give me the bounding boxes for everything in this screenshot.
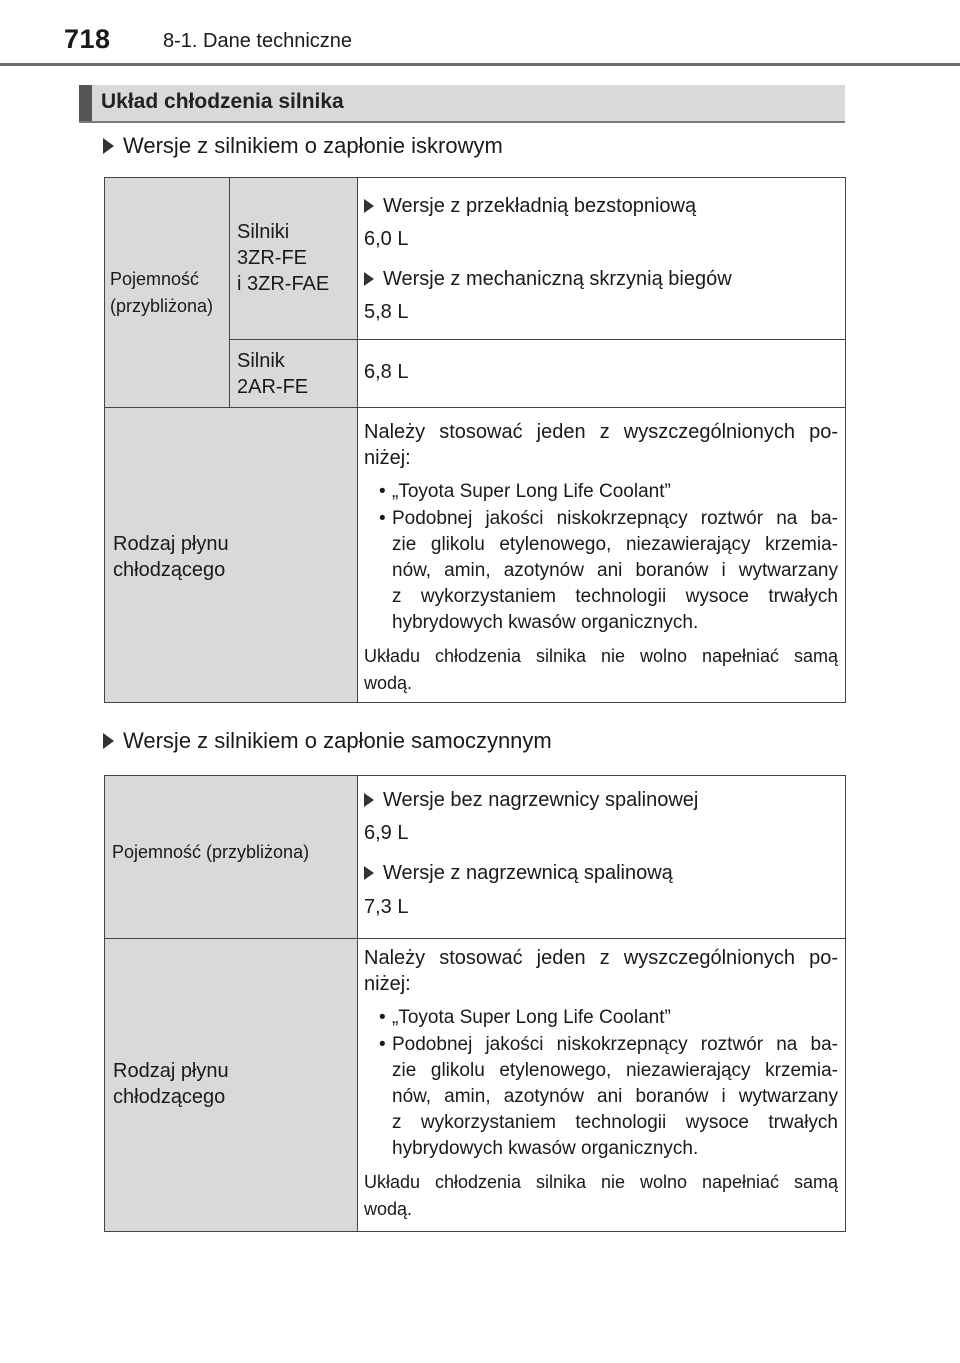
petrol-capacity-label-line1: Pojemność [110,269,200,289]
petrol-row-divider-2 [104,407,846,408]
mt-label [364,267,732,292]
bullet-icon: • [379,508,386,529]
diesel-heading-text: Wersje z silnikiem o zapłonie samoczynnym [123,728,552,753]
petrol-capacity-label [110,266,228,320]
engine2-line1: Silnik [237,350,285,372]
diesel-bullet2-line2: zie glikolu etylenowego, niezawierający krzemia- [392,1060,838,1081]
petrol-engine1-label [237,219,329,297]
coolant-label-line2: chłodzącego [113,559,226,581]
diesel-bullet2-line3: nów, amin, azotynów ani boranów i wytwarzany [392,1086,838,1107]
section-title-accent [79,85,92,121]
page-header [0,0,960,66]
diesel-bullet2-line4: z wykorzystaniem technologii wysoce trwałych [392,1112,838,1133]
diesel-coolant-label [113,1058,229,1110]
petrol-bullet2-line2: zie glikolu etylenowego, niezawierający krzemia- [392,534,838,555]
diesel-coolant-intro-1: Należy stosować jeden z wyszczególnionych po- [364,947,838,969]
petrol-warning-line1: Układu chłodzenia silnika nie wolno napełniać samą [364,646,838,666]
petrol-engine2-label [237,348,308,400]
engine2-line2: 2AR-FE [237,376,309,398]
triangle-bullet-icon [364,793,374,807]
diesel-warning-line1: Układu chłodzenia silnika nie wolno napełniać samą [364,1172,838,1192]
diesel-bullet2-line5: hybrydowych kwasów organicznych. [392,1138,699,1159]
diesel-bullet2-line1: Podobnej jakości niskokrzepnący roztwór na ba- [392,1034,838,1055]
petrol-capacity-label-line2: (przybliżona) [110,296,214,316]
diesel-row-divider [104,938,846,939]
triangle-bullet-icon [364,866,374,880]
cvt-label-text: Wersje z przekładnią bezstopniową [383,195,697,217]
coolant-label-line1: Rodzaj płynu [113,1060,229,1082]
diesel-heading [103,728,552,754]
diesel-col-divider [357,775,358,1232]
petrol-bullet2-line5: hybrydowych kwasów organicznych. [392,612,699,633]
petrol-coolant-label [113,531,229,583]
petrol-bullet2-line4: z wykorzystaniem technologii wysoce trwałych [392,586,838,607]
mt-value: 5,8 L [364,301,409,323]
petrol-row-divider-1 [229,339,846,340]
diesel-coolant-intro-2: niżej: [364,973,411,995]
triangle-bullet-icon [364,199,374,213]
coolant-label-line2: chłodzącego [113,1086,226,1108]
no-heater-label [364,788,698,813]
petrol-heading [103,133,503,159]
header-divider [0,63,960,66]
diesel-warning-line2: wodą. [364,1199,413,1219]
no-heater-label-text: Wersje bez nagrzewnicy spalinowej [383,789,699,811]
mt-label-text: Wersje z mechaniczną skrzynią biegów [383,268,732,290]
no-heater-value: 6,9 L [364,822,409,844]
engine1-line3: i 3ZR-FAE [237,273,330,295]
cvt-label [364,194,696,219]
triangle-bullet-icon [103,138,114,154]
engine2-value: 6,8 L [364,361,409,383]
petrol-col-divider-1 [229,177,230,408]
cvt-value: 6,0 L [364,228,409,250]
petrol-coolant-intro-1: Należy stosować jeden z wyszczególnionych po- [364,421,838,443]
diesel-bullet1: „Toyota Super Long Life Coolant” [392,1007,671,1028]
engine1-line1: Silniki [237,221,290,243]
triangle-bullet-icon [364,272,374,286]
heater-label-text: Wersje z nagrzewnicą spalinową [383,862,673,884]
bullet-icon: • [379,481,386,502]
petrol-coolant-intro-2: niżej: [364,447,411,469]
diesel-capacity-label: Pojemność (przybliżona) [112,842,310,862]
bullet-icon: • [379,1007,386,1028]
section-breadcrumb: 8-1. Dane techniczne [163,30,353,52]
petrol-heading-text: Wersje z silnikiem o zapłonie iskrowym [123,133,503,158]
section-title: Układ chłodzenia silnika [101,90,344,113]
petrol-bullet1: „Toyota Super Long Life Coolant” [392,481,671,502]
petrol-col-divider-2 [357,177,358,703]
coolant-label-line1: Rodzaj płynu [113,533,229,555]
engine1-line2: 3ZR-FE [237,247,307,269]
page-number: 718 [64,24,111,54]
triangle-bullet-icon [103,733,114,749]
petrol-warning-line2: wodą. [364,673,413,693]
petrol-bullet2-line1: Podobnej jakości niskokrzepnący roztwór na ba- [392,508,838,529]
heater-label [364,861,673,886]
bullet-icon: • [379,1034,386,1055]
heater-value: 7,3 L [364,896,409,918]
section-title-bar [79,85,845,123]
petrol-bullet2-line3: nów, amin, azotynów ani boranów i wytwarzany [392,560,838,581]
